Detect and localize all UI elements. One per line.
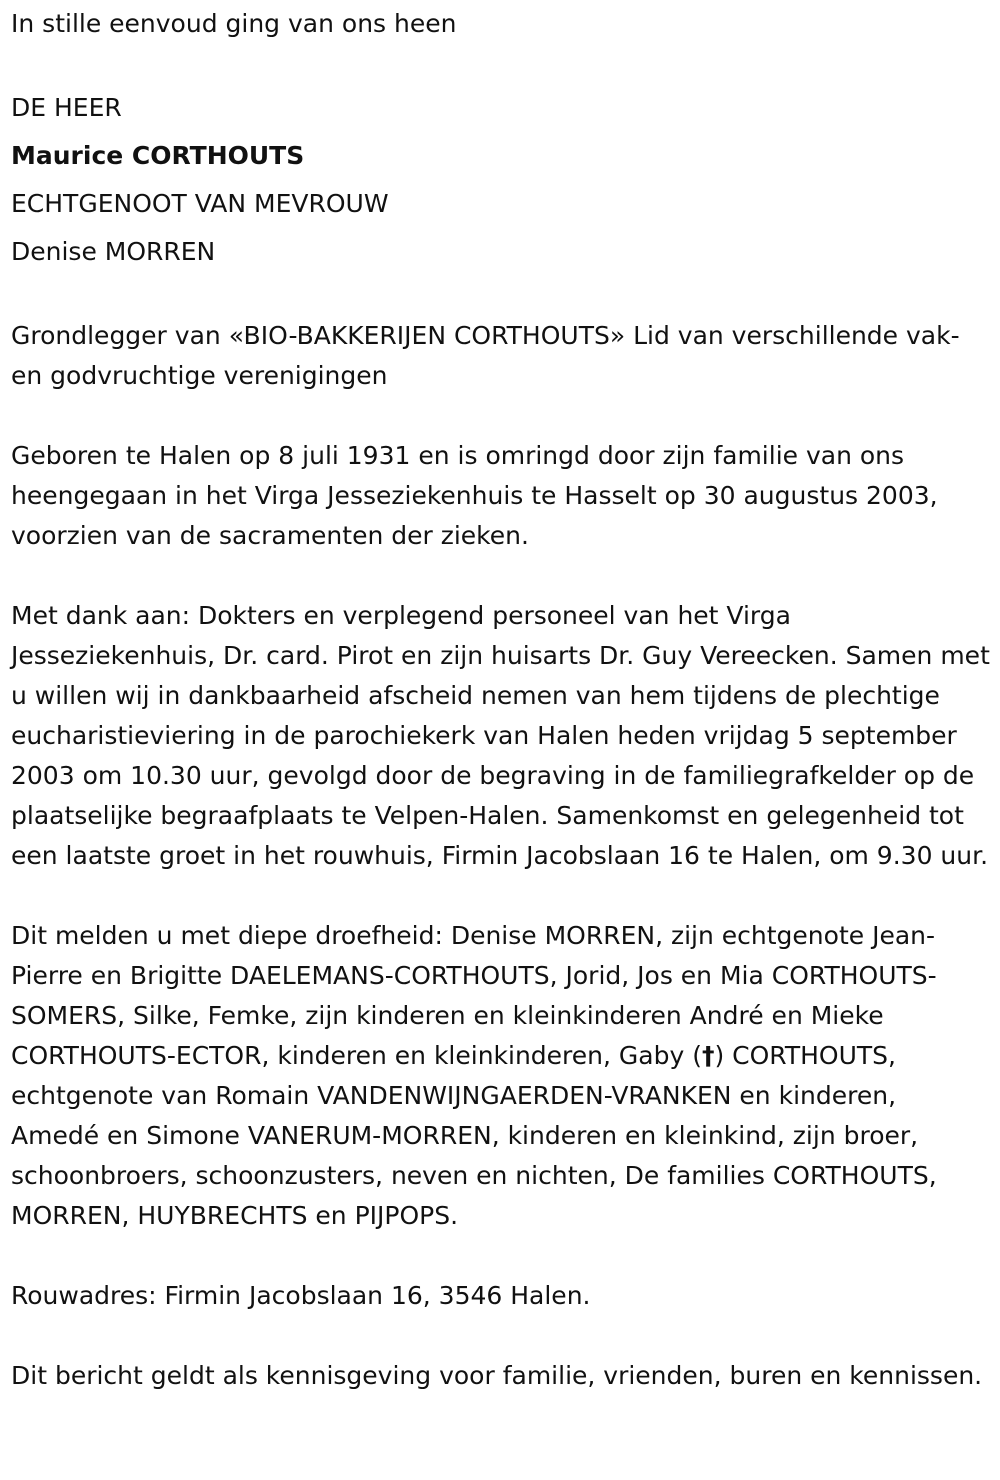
spacer bbox=[11, 396, 991, 436]
family-text-part1: Dit melden u met diepe droefheid: Denise MORREN, zijn echtgenote Jean-Pierre en Brigitte DAELEMANS-CORTHOUTS, Jorid, Jos en Mia CORTHOUTS-SOMERS, Silke, Femke, zijn kinderen en kleinkinderen André en Mieke CORTHOUTS-ECTOR, kinderen en kleinkinderen, Gaby ( bbox=[11, 921, 937, 1070]
spacer bbox=[11, 1316, 991, 1356]
notice-paragraph: Dit bericht geldt als kennisgeving voor familie, vrienden, buren en kennissen. bbox=[11, 1361, 983, 1390]
spacer bbox=[11, 556, 991, 596]
thanks-paragraph: Met dank aan: Dokters en verplegend personeel van het Virga Jesseziekenhuis, Dr. card. Pirot en zijn huisarts Dr. Guy Vereecken. Samen met u willen wij in dankbaarheid afscheid nemen van hem tijdens de plechtige eucharistieviering in de parochiekerk van Halen heden vrijdag 5 september 2003 om 10.30 uur, gevolgd door de begraving in de familiegrafkelder op de plaatselijke begraafplaats te Velpen-Halen. Samenkomst en gelegenheid tot een laatste groet in het rouwhuis, Firmin Jacobslaan 16 te Halen, om 9.30 uur. bbox=[11, 601, 990, 870]
family-paragraph bbox=[11, 916, 991, 1236]
title-prefix: DE HEER bbox=[11, 93, 122, 122]
cross-icon: † bbox=[701, 1041, 715, 1070]
founder-paragraph: Grondlegger van «BIO-BAKKERIJEN CORTHOUTS» Lid van verschillende vak- en godvruchtige verenigingen bbox=[11, 321, 960, 390]
spacer bbox=[11, 876, 991, 916]
intro-line: In stille eenvoud ging van ons heen bbox=[11, 9, 457, 38]
spouse-label: ECHTGENOOT VAN MEVROUW bbox=[11, 189, 389, 218]
address-paragraph: Rouwadres: Firmin Jacobslaan 16, 3546 Halen. bbox=[11, 1281, 591, 1310]
spacer bbox=[11, 44, 991, 84]
family-text-part2: ) CORTHOUTS, echtgenote van Romain VANDENWIJNGAERDEN-VRANKEN en kinderen, Amedé en Simone VANERUM-MORREN, kinderen en kleinkind, zijn broer, schoonbroers, schoonzusters, neven en nichten, De families CORTHOUTS, MORREN, HUYBRECHTS en PIJPOPS. bbox=[11, 1041, 937, 1230]
obituary-document bbox=[11, 4, 991, 1396]
spacer bbox=[11, 1236, 991, 1276]
spouse-name: Denise MORREN bbox=[11, 237, 216, 266]
spacer bbox=[11, 276, 991, 316]
birth-death-paragraph: Geboren te Halen op 8 juli 1931 en is omringd door zijn familie van ons heengegaan in het Virga Jesseziekenhuis te Hasselt op 30 augustus 2003, voorzien van de sacramenten der zieken. bbox=[11, 441, 938, 550]
deceased-name: Maurice CORTHOUTS bbox=[11, 141, 305, 170]
